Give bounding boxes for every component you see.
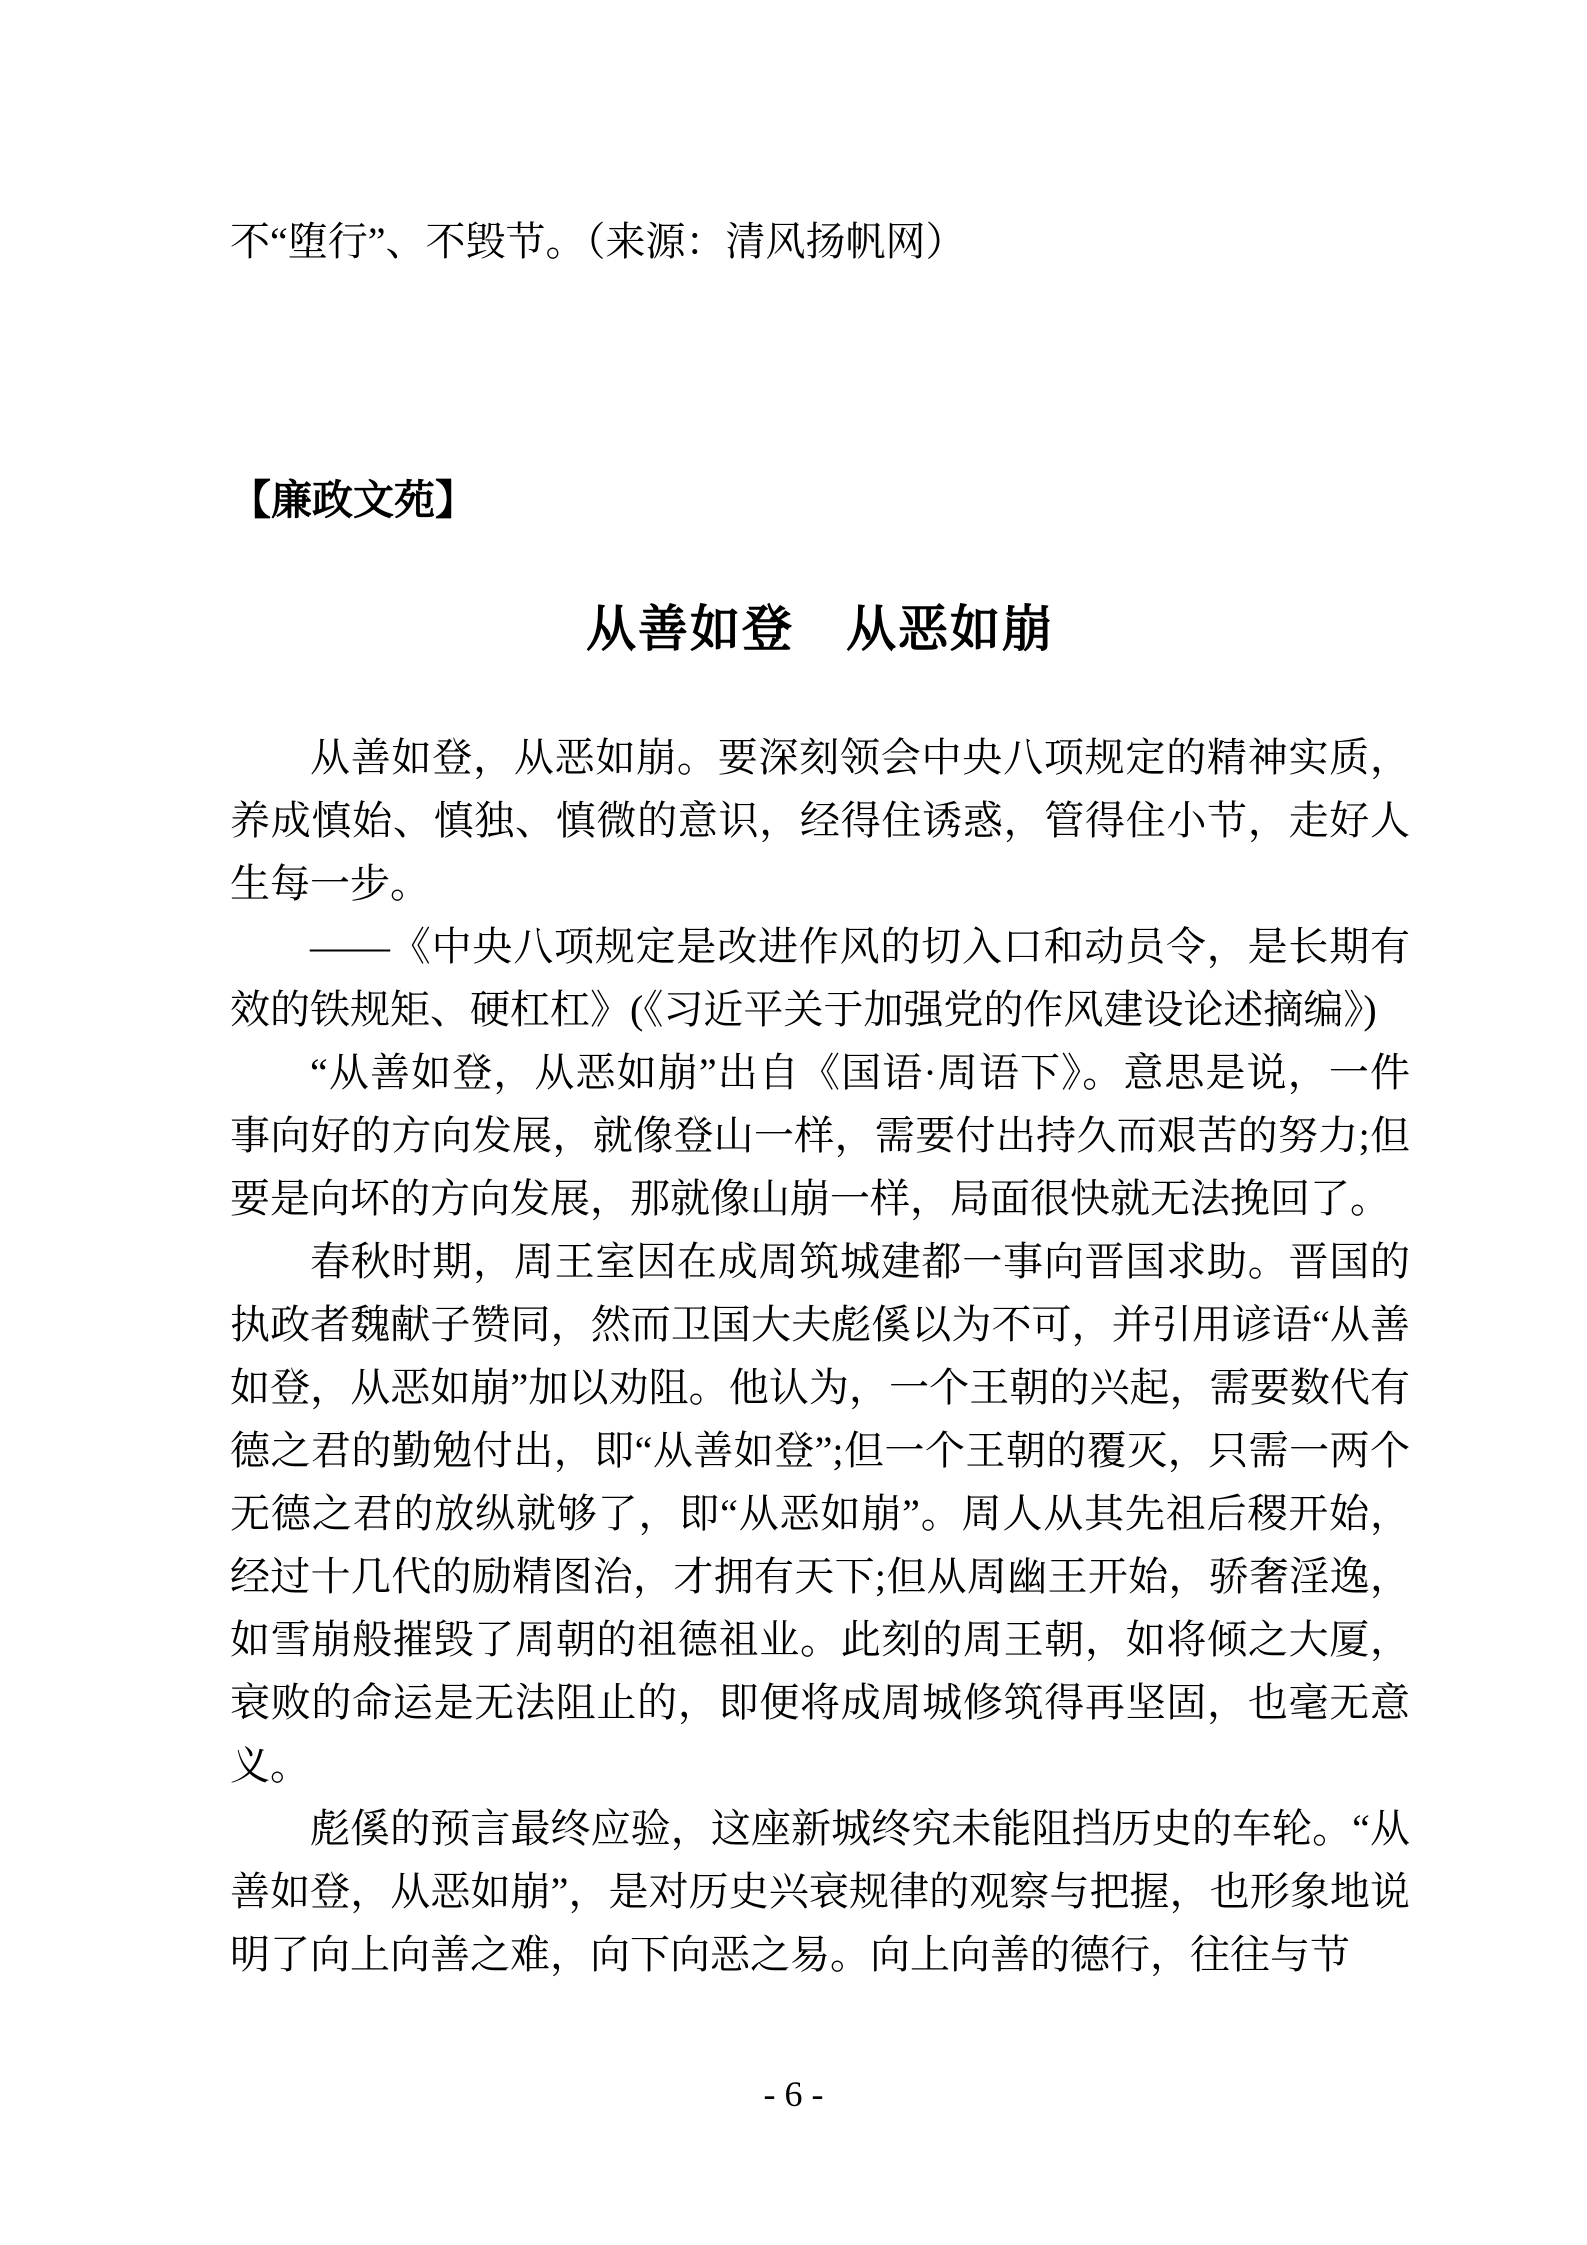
paragraph-history: 春秋时期，周王室因在成周筑城建都一事向晋国求助。晋国的执政者魏献子赞同，然而卫国大夫彪傒以为不可，并引用谚语“从善如登，从恶如崩”加以劝阻。他认为，一个王朝的兴起，需要数代有德之君的勤勉付出，即“从善如登”;但一个王朝的覆灭，只需一两个无德之君的放纵就够了，即“从恶如崩”。周人从其先祖后稷开始，经过十几代的励精图治，才拥有天下;但从周幽王开始，骄奢淫逸，如雪崩般摧毁了周朝的祖德祖业。此刻的周王朝，如将倾之大厦，衰败的命运是无法阻止的，即便将成周城修筑得再坚固，也毫无意义。	[230, 1239, 1410, 1788]
article-title: 从善如登 从恶如崩	[586, 601, 1054, 657]
continuation-paragraph-text: 不“堕行”、不毁节。（来源：清风扬帆网）	[230, 219, 966, 264]
page-number: - 6 -	[763, 2074, 824, 2114]
paragraph-origin: “从善如登，从恶如崩”出自《国语·周语下》。意思是说，一件事向好的方向发展，就像登山一样，需要付出持久而艰苦的努力;但要是向坏的方向发展，那就像山崩一样，局面很快就无法挽回了。	[230, 1050, 1410, 1221]
article-body	[230, 726, 1410, 1986]
section-header: 【廉政文苑】	[230, 477, 476, 523]
paragraph-conclusion: 彪傒的预言最终应验，这座新城终究未能阻挡历史的车轮。“从善如登，从恶如崩”，是对历史兴衰规律的观察与把握，也形象地说明了向上向善之难，向下向恶之易。向上向善的德行，往往与节	[230, 1806, 1410, 1977]
page-content	[230, 0, 1410, 1986]
paragraph-lead: 从善如登，从恶如崩。要深刻领会中央八项规定的精神实质，养成慎始、慎独、慎微的意识，经得住诱惑，管得住小节，走好人生每一步。	[230, 735, 1410, 906]
paragraph-citation: ——《中央八项规定是改进作风的切入口和动员令，是长期有效的铁规矩、硬杠杠》(《习近平关于加强党的作风建设论述摘编》)	[230, 924, 1410, 1032]
